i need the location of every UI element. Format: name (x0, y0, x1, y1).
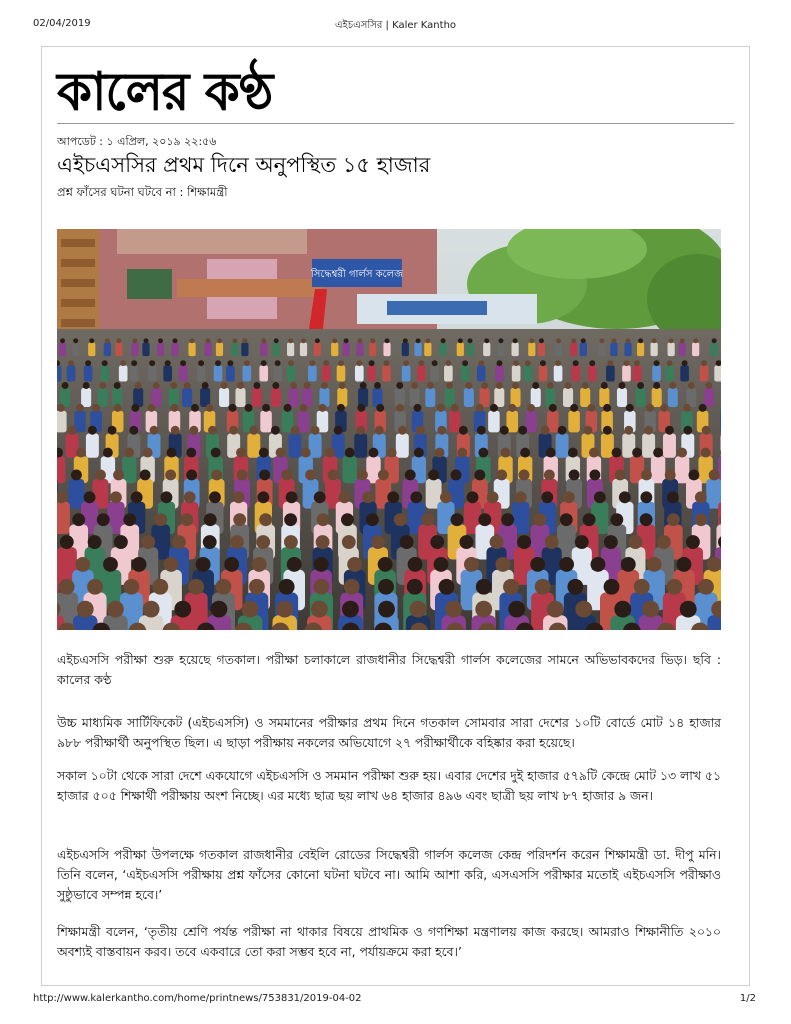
masthead-divider (57, 123, 734, 124)
article-subheadline: প্রশ্ন ফাঁসের ঘটনা ঘটবে না : শিক্ষামন্ত্রী (57, 185, 228, 199)
print-page-title: এইচএসসির | Kaler Kantho (334, 20, 457, 31)
article-photo (57, 229, 721, 630)
crowd-photo-illustration (57, 229, 721, 630)
article-paragraph: উচ্চ মাধ্যমিক সার্টিফিকেট (এইচএসসি) ও সমমানের পরীক্ষার প্রথম দিনে গতকাল সোমবার সারা দেশের ১০টি বোর্ডে মোট ১৪ হাজার ৯৮৮ পরীক্ষার্থী অনুপস্থিত ছিল। এ ছাড়া পরীক্ষায় নকলের অভিযোগে ২৭ পরীক্ষার্থীকে বহিষ্কার করা হয়েছে। (57, 715, 721, 750)
college-sign: সিদ্ধেশ্বরী গার্লস কলেজ (310, 269, 404, 280)
print-header (0, 18, 791, 34)
article-paragraph: এইচএসসি পরীক্ষা উপলক্ষে গতকাল রাজধানীর বেইলি রোডের সিদ্ধেশ্বরী গার্লস কলেজ কেন্দ্র পরিদর্শন করেন শিক্ষামন্ত্রী ডা. দীপু মনি। তিনি বলেন, ‘এইচএসসি পরীক্ষায় প্রশ্ন ফাঁসের কোনো ঘটনা ঘটবে না। আমি আশা করি, এসএসসি পরীক্ষার মতোই এইচএসসি পরীক্ষাও সুষ্ঠুভাবে সম্পন্ন হবে।’ (57, 847, 721, 902)
page-number: 1/2 (739, 993, 756, 1004)
update-timestamp: আপডেট : ১ এপ্রিল, ২০১৯ ২২:৫৬ (57, 135, 217, 148)
newspaper-logo: কালের কণ্ঠ (57, 60, 273, 122)
article-paragraph: সকাল ১০টা থেকে সারা দেশে একযোগে এইচএসসি ও সমমান পরীক্ষা শুরু হয়। এবার দেশের দুই হাজার ৫৭৯টি কেন্দ্রে মোট ১৩ লাখ ৫১ হাজার ৫০৫ শিক্ষার্থী পরীক্ষায় অংশ নিচ্ছে। এর মধ্যে ছাত্র ছয় লাখ ৬৪ হাজার ৪৯৬ এবং ছাত্রী ছয় লাখ ৮৭ হাজার ৯ জন। (57, 768, 721, 803)
article-url: http://www.kalerkantho.com/home/printnews/753831/2019-04-02 (33, 993, 362, 1004)
print-footer (0, 993, 791, 1009)
article-paragraph: শিক্ষামন্ত্রী বলেন, ‘তৃতীয় শ্রেণি পর্যন্ত পরীক্ষা না থাকার বিষয়ে প্রাথমিক ও গণশিক্ষা মন্ত্রণালয় কাজ করছে। আমরাও শিক্ষানীতি ২০১০ অবশ্যই বাস্তবায়ন করব। তবে একবারে তো করা সম্ভব হবে না, পর্যায়ক্রমে করা হবে।’ (57, 924, 721, 959)
print-date: 02/04/2019 (33, 18, 91, 29)
photo-caption: এইচএসসি পরীক্ষা শুরু হয়েছে গতকাল। পরীক্ষা চলাকালে রাজধানীর সিদ্ধেশ্বরী গার্লস কলেজের সামনে অভিভাবকদের ভিড়। ছবি : কালের কণ্ঠ (57, 652, 721, 687)
article-headline: এইচএসসির প্রথম দিনে অনুপস্থিত ১৫ হাজার (57, 153, 431, 177)
